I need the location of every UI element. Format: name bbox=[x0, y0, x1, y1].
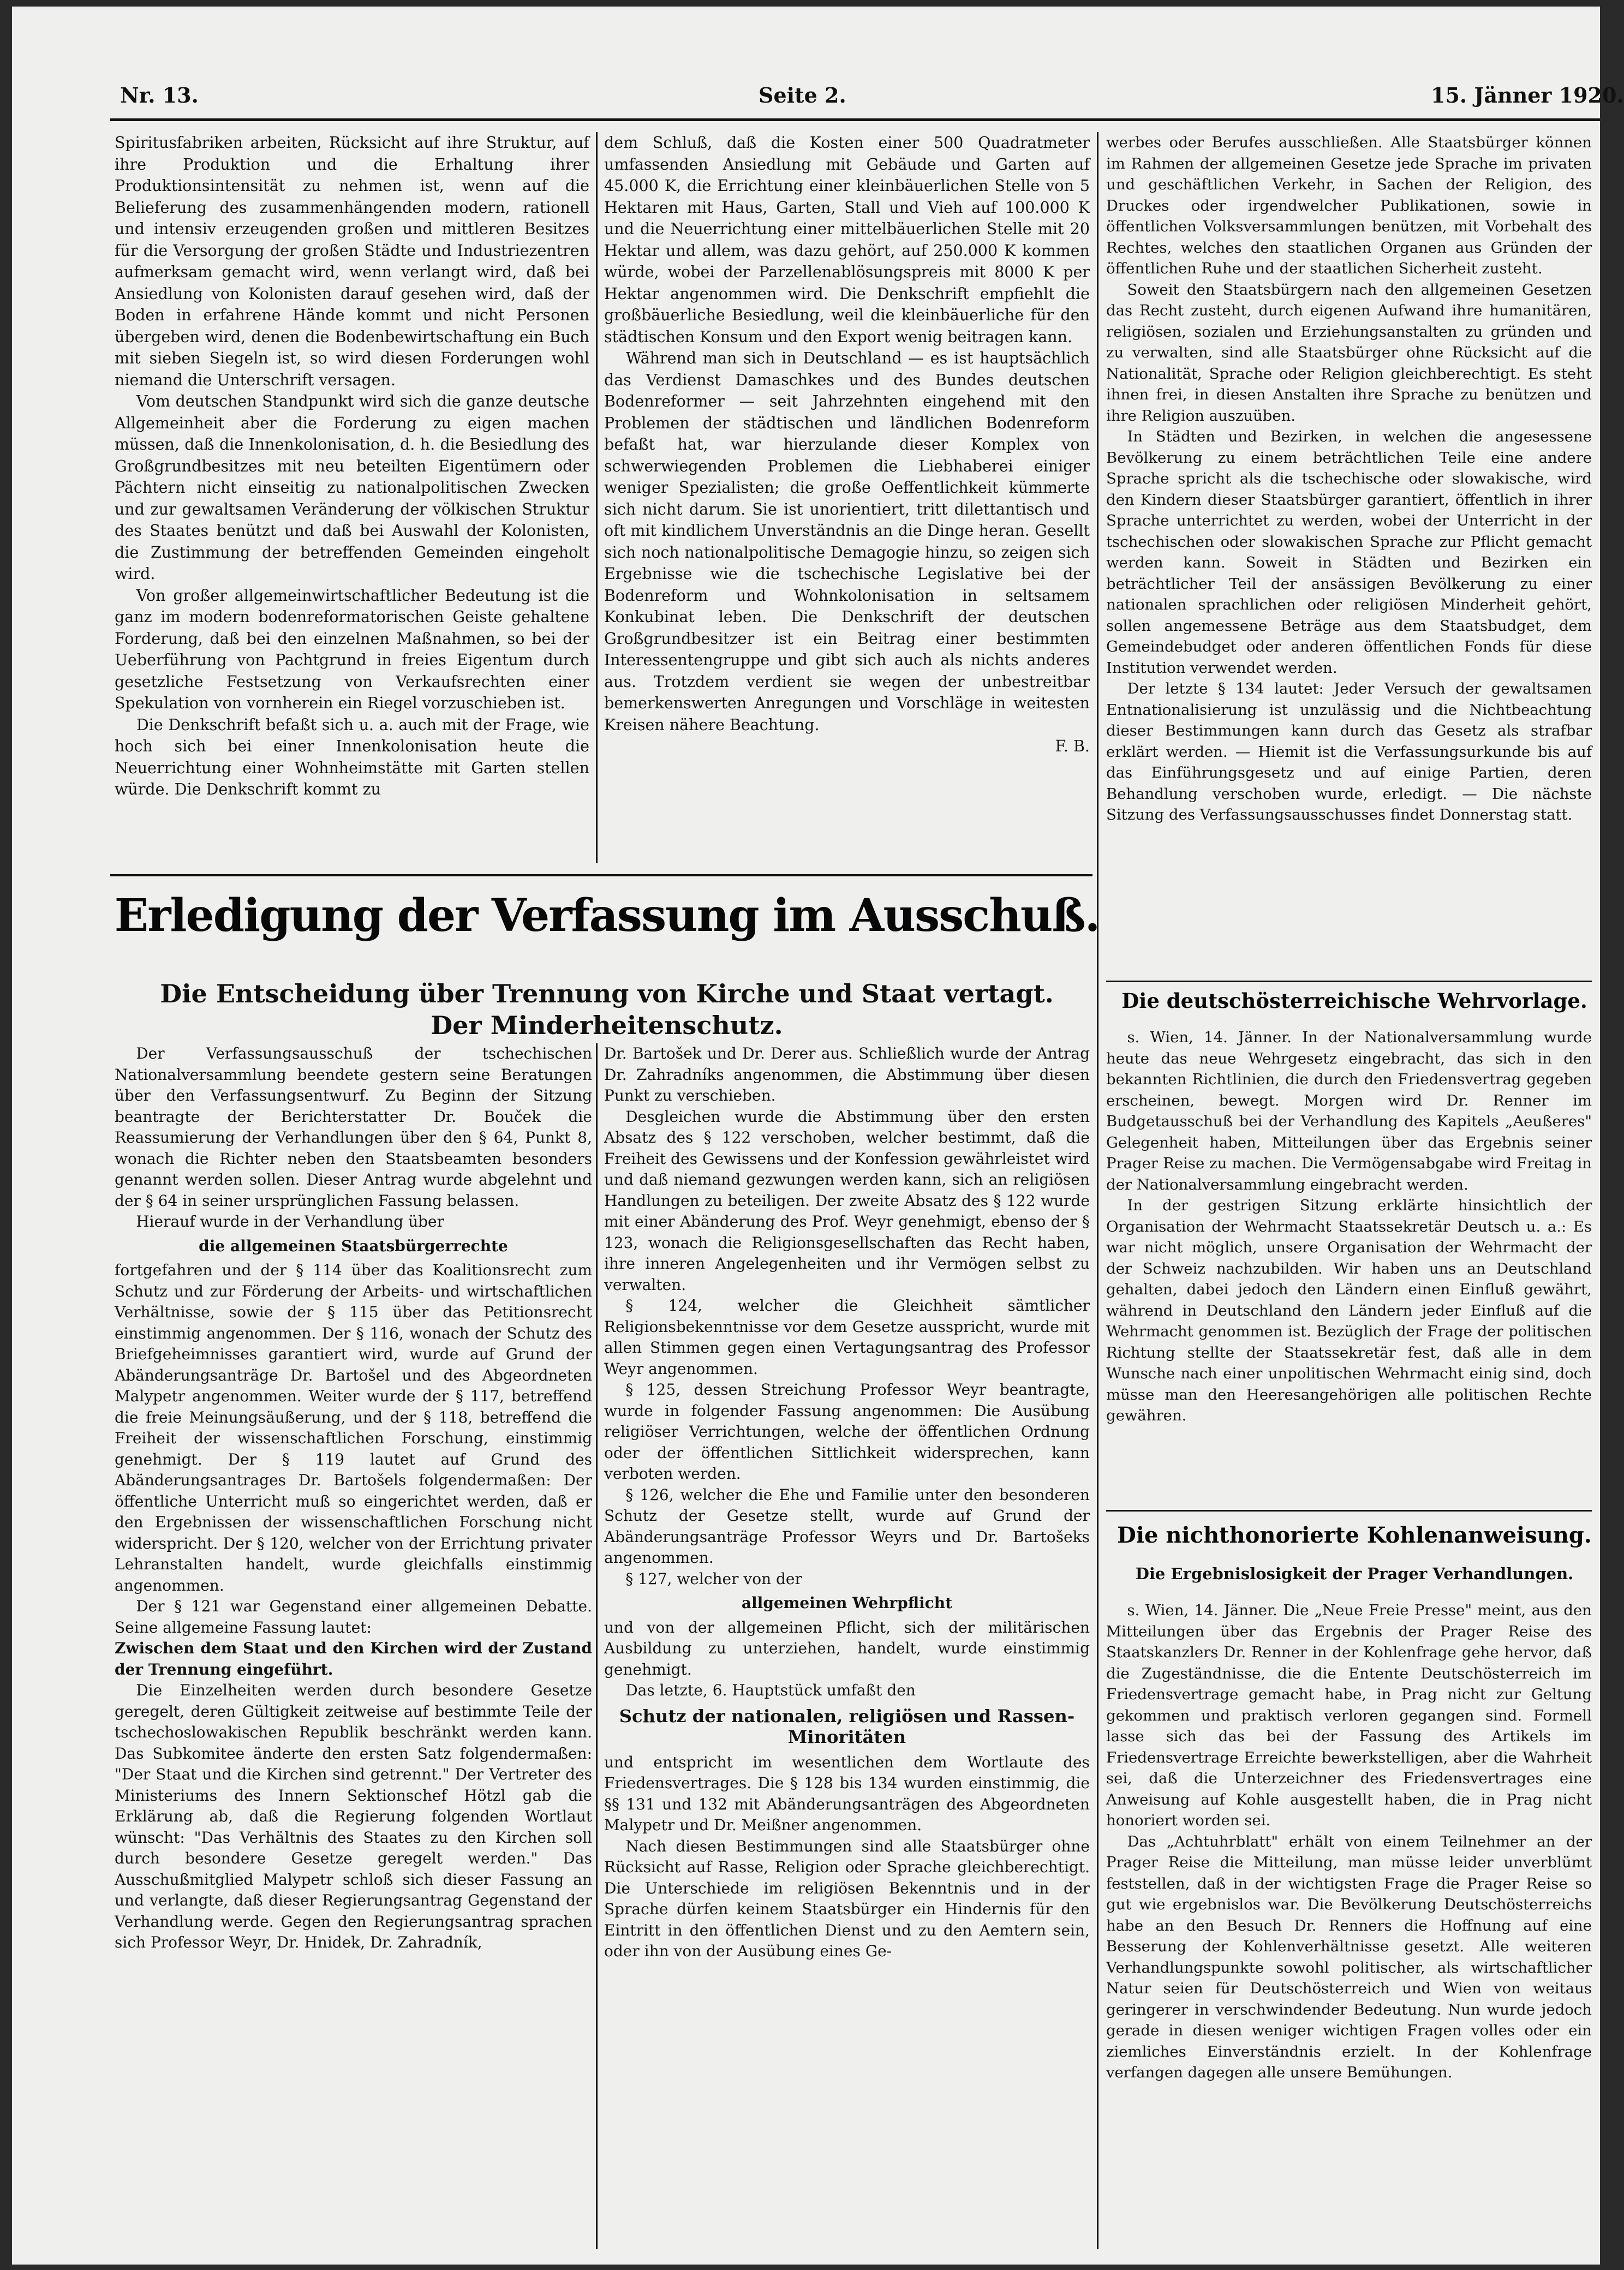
paragraph: Das „Achtuhrblatt" erhält von einem Teilnehmer an der Prager Reise die Mitteilung, man müsse leider unverblümt feststellen, daß in der wichtigsten Frage die Prager Reise so gut wie ergebnislos war. Die Bevölkerung Deutschösterreichs habe an den Besuch Dr. Renners die Hoffnung auf eine Besserung der Kohlenverhältnisse gesetzt. Alle weiteren Verhandlungspunkte sowohl politischer, als wirtschaftlicher Natur seien für Deutschösterreich und Wien von weitaus geringerer in verschwindender Bedeutung. Nun wurde jedoch gerade in diesen weniger wichtigen Fragen volles oder ein ziemliches Einverständnis erzielt. In der Kohlenfrage verfangen dagegen alle unsere Bemühungen. bbox=[1106, 1832, 1592, 2081]
column-top-1 bbox=[115, 132, 589, 863]
paragraph: Hierauf wurde in der Verhandlung über bbox=[136, 1212, 444, 1230]
column-right-top bbox=[1106, 132, 1592, 978]
paragraph: Dr. Bartošek und Dr. Derer aus. Schließlich wurde der Antrag Dr. Zahradníks angenommen, die Abstimmung über diesen Punkt zu verschieben. bbox=[604, 1044, 1090, 1104]
quoted-clause: Zwischen dem Staat und den Kirchen wird der Zustand der Trennung eingeführt. bbox=[115, 1639, 592, 1678]
paragraph: Desgleichen wurde die Abstimmung über den ersten Absatz des § 122 verschoben, welcher bestimmt, daß die Freiheit des Gewissens und der Konfession gewährleistet wird und daß niemand gezwungen werden kann, sich an religiösen Handlungen zu beteiligen. Der zweite Absatz des § 122 wurde mit einer Abänderung des Prof. Weyr genehmigt, ebenso der § 123, wonach die Religionsgesellschaften das Recht haben, ihre inneren Angelegenheiten und ihr Vermögen selbst zu verwalten. bbox=[604, 1107, 1090, 1294]
paragraph: In Städten und Bezirken, in welchen die angesessene Bevölkerung zu einem beträchtlichen Teile eine andere Sprache spricht als die tschechische oder slowakische, wird den Kindern dieser Staatsbürger garantiert, öffentlich in ihrer Sprache unterrichtet zu werden, wobei der Unterricht in der tschechischen oder slowakischen Sprache zur Pflicht gemacht werden kann. Soweit in Städten und Bezirken ein beträchtlicher Teil der ansässigen Bevölkerung zu einer nationalen sprachlichen oder religiösen Minderheit gehört, sollen angemessene Beträge aus dem Staatsbudget, dem Gemeindebudget oder anderen öffentlichen Fonds für diese Institution verwendet werden. bbox=[1106, 428, 1592, 677]
section-heading: allgemeinen Wehrpflicht bbox=[741, 1594, 953, 1612]
column-divider bbox=[596, 132, 598, 863]
column-divider bbox=[596, 1043, 598, 2249]
article-rule bbox=[1106, 1510, 1592, 1512]
article-rule bbox=[1106, 981, 1592, 982]
paragraph: In der gestrigen Sitzung erklärte hinsichtlich der Organisation der Wehrmacht Staatssekretär Deutsch u. a.: Es war nicht möglich, unsere Organisation der Wehrmacht der der Schweiz nachzubilden. Wir haben uns an Deutschland gehalten, dabei jedoch den Ländern einen Einfluß gewährt, während in Deutschland den Ländern jeder Einfluß auf die Wehrmacht genommen ist. Bezüglich der Frage der politischen Richtung stellte der Staatssekretär fest, daß alle in dem Wunsche nach einer unpolitischen Wehrmacht einig sind, doch müsse man den Heeresangehörigen alle politischen Rechte gewähren. bbox=[1106, 1197, 1592, 1424]
paragraph: werbes oder Berufes ausschließen. Alle Staatsbürger können im Rahmen der allgemeinen Gesetze jede Sprache im privaten und geschäftlichen Verkehr, in Sachen der Religion, des Druckes oder irgendwelcher Publikationen, sowie in öffentlichen Volksversammlungen benützen, mit Vorbehalt des Rechtes, welches den staatlichen Organen aus Gründen der öffentlichen Ruhe und der staatlichen Sicherheit zusteht. bbox=[1106, 134, 1592, 277]
headline-rule bbox=[110, 874, 1092, 876]
paragraph: dem Schluß, daß die Kosten einer 500 Quadratmeter umfassenden Ansiedlung mit Gebäude und Garten auf 45.000 K, die Errichtung einer kleinbäuerlichen Stelle von 5 Hektaren mit Haus, Garten, Stall und Vieh auf 100.000 K und die Neuerrichtung einer mittelbäuerlichen Stelle mit 20 Hektar und allem, was dazu gehört, auf 250.000 K kommen würde, wobei der Parzellenablösungspreis mit 8000 K per Hektar angenommen wird. Die Denkschrift empfiehlt die großbäuerliche Besiedlung, weil die kleinbäuerliche für den städtischen Konsum und den Export wenig beitragen kann. bbox=[604, 134, 1090, 346]
page-number: Seite 2. bbox=[759, 83, 846, 107]
main-subheadline-2: Der Minderheitenschutz. bbox=[431, 1011, 783, 1040]
author-signature: F. B. bbox=[1055, 737, 1090, 755]
paragraph: Die Denkschrift befaßt sich u. a. auch mit der Frage, wie hoch sich bei einer Innenkolonisation heute die Neuerrichtung einer Wohnheimstätte mit Garten stellen würde. Die Denkschrift kommt zu bbox=[115, 715, 589, 798]
column-main-1 bbox=[115, 1043, 592, 2249]
header-rule bbox=[110, 118, 1600, 121]
paragraph: Der § 121 war Gegenstand einer allgemeinen Debatte. Seine allgemeine Fassung lautet: bbox=[115, 1597, 592, 1636]
column-main-2 bbox=[604, 1043, 1090, 2249]
kohle-headline: Die nichthonorierte Kohlenanweisung. bbox=[1117, 1522, 1592, 1548]
paragraph: § 124, welcher die Gleichheit sämtlicher Religionsbekenntnisse vor dem Gesetze ausspricht, wurde mit allen Stimmen gegen einen Vertagungsantrag des Professor Weyr angenommen. bbox=[604, 1297, 1090, 1378]
paragraph: § 127, welcher von der bbox=[625, 1569, 802, 1588]
wehr-article-body bbox=[1106, 1027, 1592, 1507]
main-headline: Erledigung der Verfassung im Ausschuß. bbox=[114, 889, 1100, 942]
paragraph: § 125, dessen Streichung Professor Weyr beantragte, wurde in folgender Fassung angenommen: Die Ausübung religiöser Verrichtungen, welche der öffentlichen Ordnung oder der öffentlichen Sittlichkeit widersprechen, kann verboten werden. bbox=[604, 1381, 1090, 1483]
main-subheadline: Die Entscheidung über Trennung von Kirche und Staat vertagt. bbox=[160, 979, 1054, 1008]
paragraph: Von großer allgemeinwirtschaftlicher Bedeutung ist die ganz im modern bodenreformatorischen Geiste gehaltene Forderung, daß bei den einzelnen Maßnahmen, so bei der Ueberführung von Pachtgrund in freies Eigentum durch gesetzliche Festsetzung von Verkaufsrechten einer Spekulation von vornherein ein Riegel vorzuschieben ist. bbox=[115, 586, 589, 712]
paragraph: s. Wien, 14. Jänner. In der Nationalversammlung wurde heute das neue Wehrgesetz eingebracht, das sich in den bekannten Richtlinien, die durch den Friedensvertrag gegeben erscheinen, bewegt. Morgen wird Dr. Renner im Budgetausschuß bei der Verhandlung des Kapitels „Aeußeres" Gelegenheit haben, Mitteilungen über das Ergebnis seiner Prager Reise zu machen. Die Vermögensabgabe wird Freitag in der Nationalversammlung eingebracht werden. bbox=[1106, 1029, 1592, 1193]
paragraph: s. Wien, 14. Jänner. Die „Neue Freie Presse" meint, aus den Mitteilungen über das Ergebnis der Prager Reise des Staatskanzlers Dr. Renner in der Kohlenfrage gehe hervor, daß die Zugeständnisse, die die Entente Deutschösterreich im Friedensvertrage gemacht habe, in Prag nicht zur Geltung gekommen und praktisch verloren gegangen sind. Formell lasse sich das bei der Fassung des Artikels im Friedensvertrage Erreichte bewerkstelligen, aber die Wahrheit sei, daß die Unterzeichner des Friedensvertrages eine Anweisung auf Kohle ausgestellt haben, die in Prag nicht honoriert worden sei. bbox=[1106, 1602, 1592, 1829]
paragraph: Die Einzelheiten werden durch besondere Gesetze geregelt, deren Gültigkeit zeitweise auf bestimmte Teile der tschechoslowakischen Republik beschränkt werden kann. Das Subkomitee änderte den ersten Satz folgendermaßen: "Der Staat und die Kirchen sind getrennt." Der Vertreter des Ministeriums des Innern Sektionschef Hötzl gab die Erklärung ab, daß die Regierung folgenden Wortlaut wünscht: "Das Verhältnis des Staates zu den Kirchen soll durch besondere Gesetze geregelt werden." Das Ausschußmitglied Malypetr schloß sich dieser Fassung an und verlangte, daß dieser Regierungsantrag Gegenstand der Verhandlung werde. Gegen den Regierungsantrag sprachen sich Professor Weyr, Dr. Hnidek, Dr. Zahradník, bbox=[115, 1681, 592, 1951]
paragraph: Während man sich in Deutschland — es ist hauptsächlich das Verdienst Damaschkes und des Bundes deutschen Bodenreformer — seit Jahrzehnten eingehend mit den Problemen der städtischen und ländlichen Bodenreform befaßt hat, war hierzulande dieser Komplex von schwerwiegenden Problemen die Liebhaberei einiger weniger Spezialisten; die große Oeffentlichkeit kümmerte sich nicht darum. Sie ist unorientiert, tritt dilettantisch und oft mit kindlichem Unverständnis an die Dinge heran. Gesellt sich noch nationalpolitische Demagogie hinzu, so zeigen sich Ergebnisse wie die tschechische Legislative bei der Bodenreform und Wohnkolonisation in seltsamem Konkubinat leben. Die Denkschrift der deutschen Großgrundbesitzer ist ein Beitrag einer bestimmten Interessentengruppe und gibt sich auch als nichts anderes aus. Trotzdem verdient sie wegen der unbestreitbar bemerkenswerten Anregungen und Vorschläge in weitesten Kreisen nähere Beachtung. bbox=[604, 349, 1090, 734]
paragraph: § 126, welcher die Ehe und Familie unter den besonderen Schutz der Gesetze stellt, wurde auf Grund der Abänderungsanträge Professor Weyrs und Dr. Bartošeks angenommen. bbox=[604, 1485, 1090, 1567]
paragraph: Spiritusfabriken arbeiten, Rücksicht auf ihre Struktur, auf ihre Produktion und die Erhaltung ihrer Produktionsintensität zu nehmen ist, wenn auf die Belieferung des zusammenhängenden modern, rationell und intensiv erzeugenden großen und mittleren Besitzes für die Versorgung der großen Städte und Industriezentren aufmerksam gemacht wird, wenn verlangt wird, daß bei Ansiedlung von Kolonisten darauf gesehen wird, daß der Boden in erfahrene Hände kommt und nicht Personen übergeben wird, denen die Bodenbewirtschaftung ein Buch mit sieben Siegeln ist, so wird diesen Forderungen wohl niemand die Unterschrift versagen. bbox=[115, 134, 589, 389]
newspaper-page bbox=[12, 7, 1624, 2265]
paragraph: Das letzte, 6. Hauptstück umfaßt den bbox=[625, 1681, 916, 1699]
section-heading: die allgemeinen Staatsbürgerrechte bbox=[199, 1236, 508, 1255]
paragraph: Der letzte § 134 lautet: Jeder Versuch der gewaltsamen Entnationalisierung ist unzulässig und die Nichtbeachtung dieser Bestimmungen kann durch das Gesetz als strafbar erklärt werden. — Hiemit ist die Verfassungsurkunde bis auf das Einführungsgesetz und auf einige Partien, deren Behandlung verschoben wurde, erledigt. — Die nächste Sitzung des Verfassungsausschusses findet Donnerstag statt. bbox=[1106, 680, 1592, 823]
paragraph: Vom deutschen Standpunkt wird sich die ganze deutsche Allgemeinheit aber die Forderung zu eigen machen müssen, daß die Innenkolonisation, d. h. die Besiedlung des Großgrundbesitzes mit neu beteilten Eigentümern oder Pächtern nicht einseitig zu nationalpolitischen Zwecken und zur gewaltsamen Veränderung der völkischen Struktur des Staates benützt und daß bei Auswahl der Kolonisten, die Zustimmung der betreffenden Gemeinden eingeholt wird. bbox=[115, 392, 589, 583]
issue-date: 15. Jänner 1920. bbox=[1431, 83, 1624, 107]
paragraph: und von der allgemeinen Pflicht, sich der militärischen Ausbildung zu unterziehen, handelt, wurde einstimmig genehmigt. bbox=[604, 1618, 1090, 1678]
paragraph: fortgefahren und der § 114 über das Koalitionsrecht zum Schutz und zur Förderung der Arbeits- und wirtschaftlichen Verhältnisse, sowie der § 115 über das Petitionsrecht einstimmig angenommen. Der § 116, wonach der Schutz des Briefgeheimnisses garantiert wird, wurde auf Grund der Abänderungsanträge Dr. Bartošel und des Abgeordneten Malypetr angenommen. Weiter wurde der § 117, betreffend die freie Meinungsäußerung, und der § 118, betreffend die Freiheit der wissenschaftlichen Forschung, einstimmig genehmigt. Der § 119 lautet auf Grund des Abänderungsantrages Dr. Bartošels folgendermaßen: Der öffentliche Unterricht muß so eingerichtet werden, daß er den Ergebnissen der wissenschaftlichen Forschung nicht widerspricht. Der § 120, welcher von der Errichtung privater Lehranstalten handelt, wurde gleichfalls einstimmig angenommen. bbox=[115, 1261, 592, 1594]
column-divider-right bbox=[1097, 132, 1098, 2249]
wehr-headline: Die deutschösterreichische Wehrvorlage. bbox=[1121, 989, 1587, 1013]
paragraph: Soweit den Staatsbürgern nach den allgemeinen Gesetzen das Recht zusteht, durch eigenen Aufwand ihre humanitären, religiösen, sozialen und Erziehungsanstalten zu gründen und zu verwalten, sind alle Staatsbürger ohne Rücksicht auf die Nationalität, Sprache oder Religion gleichberechtigt. Es steht ihnen frei, in diesen Anstalten ihre Sprache zu benützen und ihre Religion auszuüben. bbox=[1106, 280, 1592, 425]
column-top-2 bbox=[604, 132, 1090, 863]
kohle-article-body bbox=[1106, 1600, 1592, 2249]
paragraph: und entspricht im wesentlichen dem Wortlaute des Friedensvertrages. Die § 128 bis 134 wurden einstimmig, die §§ 131 und 132 mit Abänderungsanträgen des Abgeordneten Malypetr und Dr. Meißner angenommen. bbox=[604, 1753, 1090, 1834]
section-subheading: Schutz der nationalen, religiösen und Rassen-Minoritäten bbox=[619, 1705, 1075, 1747]
kohle-subheadline: Die Ergebnislosigkeit der Prager Verhandlungen. bbox=[1135, 1564, 1574, 1583]
paragraph: Der Verfassungsausschuß der tschechischen Nationalversammlung beendete gestern seine Beratungen über den Verfassungsentwurf. Zu Beginn der Sitzung beantragte der Berichterstatter Dr. Bouček die Reassumierung der Verhandlungen über den § 64, Punkt 8, wonach die Richter neben den Staatsbeamten besonders genannt werden sollen. Dieser Antrag wurde abgelehnt und der § 64 in seiner ursprünglichen Fassung belassen. bbox=[115, 1044, 592, 1210]
issue-number: Nr. 13. bbox=[120, 83, 199, 107]
paragraph: Nach diesen Bestimmungen sind alle Staatsbürger ohne Rücksicht auf Rasse, Religion oder Sprache gleichberechtigt. Die Unterschiede im religiösen Bekenntnis und in der Sprache dürfen keinem Staatsbürger ein Hindernis für den Eintritt in den öffentlichen Dienst und zu den Aemtern sein, oder ihn von der Ausübung eines Ge- bbox=[604, 1837, 1090, 1960]
